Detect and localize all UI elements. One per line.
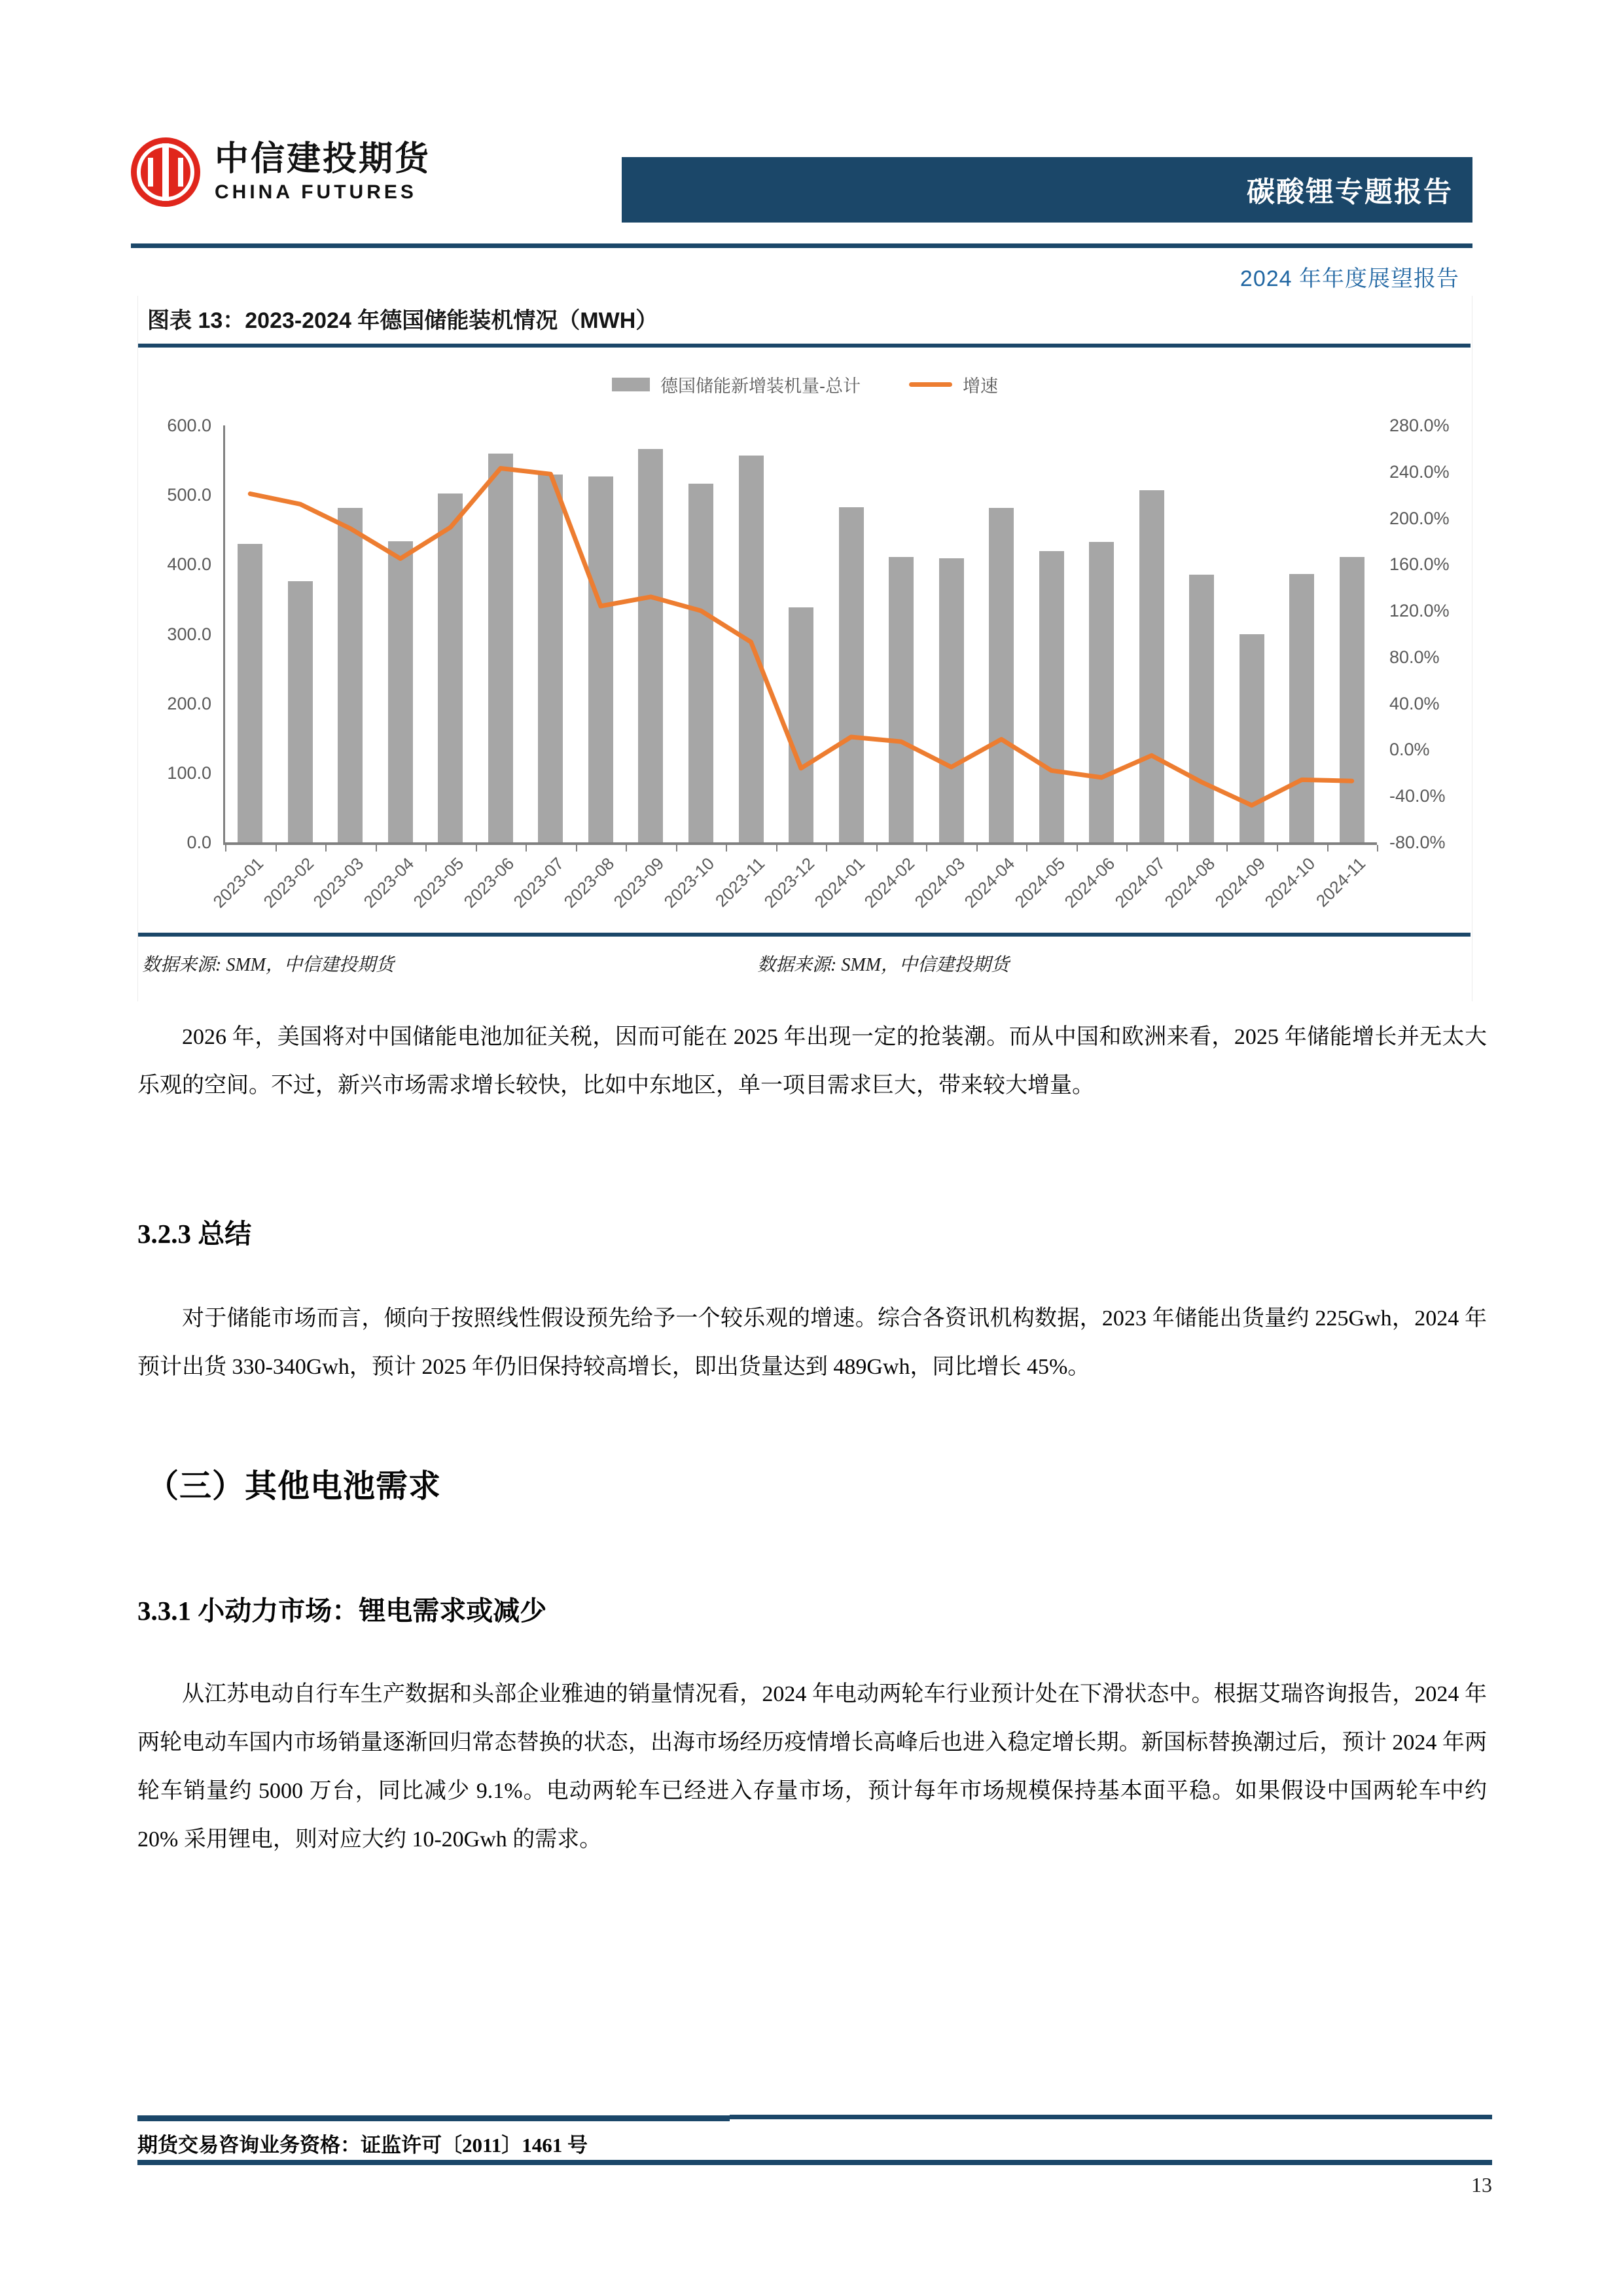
x-axis-label-2023-05: 2023-05 bbox=[409, 853, 468, 912]
x-axis-tick bbox=[576, 845, 577, 852]
x-axis-tick bbox=[726, 845, 727, 852]
x-axis-label-2024-09: 2024-09 bbox=[1211, 853, 1269, 912]
x-axis-label-2024-11: 2024-11 bbox=[1311, 853, 1369, 911]
report-subtitle: 2024 年年度展望报告 bbox=[1240, 266, 1459, 291]
figure-title: 图表 13：2023-2024 年德国储能装机情况（MWH） bbox=[147, 308, 658, 333]
x-axis-label-2024-01: 2024-01 bbox=[810, 853, 868, 912]
page-number: 13 bbox=[1471, 2173, 1492, 2197]
x-axis-label-2023-11: 2023-11 bbox=[711, 853, 768, 911]
x-axis-tick bbox=[926, 845, 927, 852]
chart-canvas bbox=[138, 296, 1472, 1001]
x-axis-tick bbox=[976, 845, 978, 852]
left-axis-label: 100.0 bbox=[167, 762, 211, 783]
x-axis-tick bbox=[1226, 845, 1228, 852]
footer-rule-left bbox=[137, 2115, 730, 2121]
x-axis-tick bbox=[1377, 845, 1378, 852]
x-axis-tick bbox=[425, 845, 427, 852]
x-axis-tick bbox=[876, 845, 878, 852]
heading-section-3: （三）其他电池需求 bbox=[147, 1468, 442, 1504]
right-axis-label: 80.0% bbox=[1389, 647, 1440, 667]
brand-name-cn: 中信建投期货 bbox=[215, 140, 431, 178]
x-axis-label-2024-07: 2024-07 bbox=[1111, 853, 1169, 912]
x-axis-label-2024-08: 2024-08 bbox=[1160, 853, 1219, 912]
x-axis-label-2023-01: 2023-01 bbox=[209, 853, 268, 912]
x-axis-label-2024-10: 2024-10 bbox=[1260, 853, 1319, 912]
data-source-left: 数据来源: SMM，中信建投期货 bbox=[142, 955, 394, 975]
growth-line bbox=[225, 425, 1377, 842]
x-axis-label-2023-04: 2023-04 bbox=[359, 853, 418, 912]
x-axis-tick bbox=[776, 845, 777, 852]
right-axis-label: 120.0% bbox=[1389, 601, 1450, 621]
right-axis-label: 0.0% bbox=[1389, 740, 1430, 760]
x-axis-tick bbox=[476, 845, 477, 852]
header-rule bbox=[131, 243, 1472, 248]
x-axis-tick bbox=[276, 845, 277, 852]
x-axis-tick bbox=[325, 845, 327, 852]
footer-rule-right bbox=[730, 2115, 1492, 2119]
x-axis-tick bbox=[626, 845, 627, 852]
right-axis-label: -80.0% bbox=[1389, 833, 1446, 852]
x-axis-tick bbox=[676, 845, 677, 852]
x-axis-label-2024-05: 2024-05 bbox=[1010, 853, 1069, 912]
report-type-banner: 碳酸锂专题报告 bbox=[622, 157, 1472, 223]
figure-13 bbox=[137, 296, 1472, 1001]
company-logo bbox=[131, 137, 431, 207]
paragraph-storage-outlook: 2026 年，美国将对中国储能电池加征关税，因而可能在 2025 年出现一定的抢装潮。而从中国和欧洲来看，2025 年储能增长并无太大乐观的空间。不过，新兴市场需求增长较快，比如中东地区，单一项目需求巨大，带来较大增量。 bbox=[137, 1025, 1487, 1098]
x-axis-label-2023-07: 2023-07 bbox=[509, 853, 568, 912]
right-axis-label: 200.0% bbox=[1389, 508, 1450, 528]
left-axis-label: 500.0 bbox=[167, 485, 211, 505]
x-axis-tick bbox=[225, 845, 226, 852]
bar-legend-label: 德国储能新增装机量-总计 bbox=[660, 376, 861, 396]
x-axis-tick bbox=[1026, 845, 1027, 852]
left-axis-label: 200.0 bbox=[167, 693, 211, 713]
x-axis-label-2024-04: 2024-04 bbox=[960, 853, 1019, 912]
right-axis-label: 280.0% bbox=[1389, 416, 1450, 435]
left-axis-label: 300.0 bbox=[167, 624, 211, 644]
heading-3-2-3: 3.2.3 总结 bbox=[137, 1219, 252, 1249]
x-axis-tick bbox=[1077, 845, 1078, 852]
right-axis-label: -40.0% bbox=[1389, 786, 1446, 806]
x-axis-label-2024-02: 2024-02 bbox=[860, 853, 919, 912]
x-axis-label-2023-12: 2023-12 bbox=[760, 853, 819, 912]
x-axis-label-2024-03: 2024-03 bbox=[910, 853, 969, 912]
paragraph-two-wheeler: 从江苏电动自行车生产数据和头部企业雅迪的销量情况看，2024 年电动两轮车行业预计处在下滑状态中。根据艾瑞咨询报告，2024 年两轮电动车国内市场销量逐渐回归常态替换的状态，出海市场经历疫情增长高峰后也进入稳定增长期。新国标替换潮过后，预计 2024 年两轮车销量约 5000 万台，同比减少 9.1%。电动两轮车已经进入存量市场，预计每年市场规模保持基本面平稳。如果假设中国两轮车中约 20% 采用锂电，则对应大约 10-20Gwh 的需求。 bbox=[137, 1682, 1487, 1852]
citic-emblem-icon bbox=[131, 137, 200, 207]
data-source-right: 数据来源: SMM，中信建投期货 bbox=[757, 955, 1009, 975]
plot-area bbox=[223, 425, 1377, 845]
paragraph-storage-summary: 对于储能市场而言，倾向于按照线性假设预先给予一个较乐观的增速。综合各资讯机构数据，2023 年储能出货量约 225Gwh，2024 年预计出货 330-340Gwh，预计 2025 年仍旧保持较高增长，即出货量达到 489Gwh，同比增长 45%。 bbox=[137, 1306, 1487, 1379]
x-axis-label-2023-02: 2023-02 bbox=[259, 853, 318, 912]
brand-text bbox=[215, 142, 431, 202]
x-axis-tick bbox=[1277, 845, 1278, 852]
x-axis-tick bbox=[1177, 845, 1178, 852]
left-axis-label: 400.0 bbox=[167, 554, 211, 575]
right-axis-label: 40.0% bbox=[1389, 693, 1440, 713]
brand-name-en: CHINA FUTURES bbox=[215, 181, 417, 203]
x-axis-tick bbox=[526, 845, 527, 852]
right-axis-label: 240.0% bbox=[1389, 461, 1450, 482]
left-axis-label: 0.0 bbox=[187, 833, 211, 852]
x-axis-tick bbox=[1126, 845, 1128, 852]
heading-3-3-1: 3.3.1 小动力市场：锂电需求或减少 bbox=[137, 1596, 547, 1626]
left-axis-label: 600.0 bbox=[167, 416, 211, 435]
x-axis-label-2023-08: 2023-08 bbox=[560, 853, 618, 912]
x-axis-label-2023-09: 2023-09 bbox=[609, 853, 668, 912]
x-axis-label-2023-03: 2023-03 bbox=[309, 853, 368, 912]
x-axis-tick bbox=[376, 845, 377, 852]
x-axis-label-2023-06: 2023-06 bbox=[459, 853, 518, 912]
x-axis-tick bbox=[1327, 845, 1329, 852]
footer-bottom-rule bbox=[137, 2160, 1492, 2165]
line-legend-label: 增速 bbox=[963, 376, 998, 396]
footer-qualification: 期货交易咨询业务资格：证监许可〔2011〕1461 号 bbox=[137, 2134, 588, 2157]
x-axis-tick bbox=[826, 845, 827, 852]
figure-bottom-rule bbox=[138, 933, 1471, 937]
x-axis-label-2024-06: 2024-06 bbox=[1060, 853, 1119, 912]
right-axis-label: 160.0% bbox=[1389, 554, 1450, 575]
x-axis-label-2023-10: 2023-10 bbox=[660, 853, 719, 912]
